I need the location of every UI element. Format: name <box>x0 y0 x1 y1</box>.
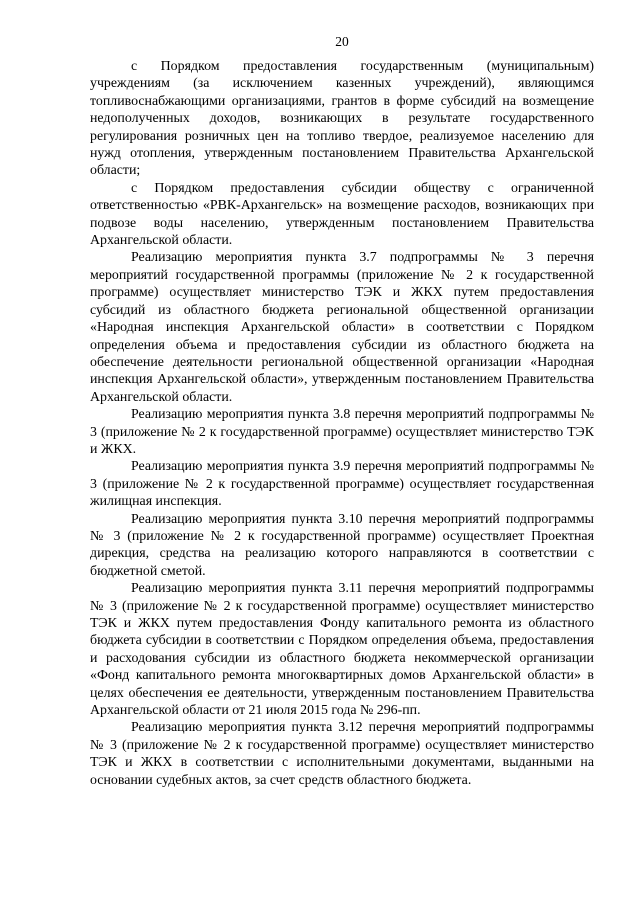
paragraph-item-3-11: Реализацию мероприятия пункта 3.11 перечня мероприятий подпрограммы № 3 (приложение № 2 к государственной программе) осуществляет министерство ТЭК и ЖКХ путем предоставления Фонду капитального ремонта из областного бюджета субсидии в соответствии с Порядком определения объема, предоставления и расходования субсидии из областного бюджета некоммерческой организации «Фонд капитального ремонта многоквартирных домов Архангельской области» в целях обеспечения ее деятельности, утвержденным постановлением Правительства Архангельской области от 21 июля 2015 года № 296-пп. <box>90 581 594 719</box>
paragraph-fuel-grants-procedure: с Порядком предоставления государственным (муниципальным) учреждениям (за исключением казенных учреждений), являющимся топливоснабжающими организациями, грантов в форме субсидий на возмещение недополученных доходов, возникающих в результате государственного регулирования розничных цен на топливо твердое, реализуемое населению для нужд отопления, утвержденным постановлением Правительства Архангельской области; <box>90 59 594 179</box>
document-page <box>90 34 594 874</box>
paragraph-item-3-10: Реализацию мероприятия пункта 3.10 перечня мероприятий подпрограммы № 3 (приложение № 2 к государственной программе) осуществляет Проектная дирекция, средства на реализацию которого направляются в соответствии с бюджетной сметой. <box>90 511 594 579</box>
paragraph-item-3-7: Реализацию мероприятия пункта 3.7 подпрограммы № 3 перечня мероприятий государственной программы (приложение № 2 к государственной программе) осуществляет министерство ТЭК и ЖКХ путем предоставления субсидий из областного бюджета региональной общественной организации «Народная инспекция Архангельской области» в соответствии с Порядком определения объема и предоставления субсидии из областного бюджета на обеспечение деятельности региональной общественной организации «Народная инспекция Архангельской области», утвержденным постановлением Правительства Архангельской области. <box>90 250 594 405</box>
paragraph-item-3-8: Реализацию мероприятия пункта 3.8 перечня мероприятий подпрограммы № 3 (приложение № 2 к государственной программе) осуществляет министерство ТЭК и ЖКХ. <box>90 407 594 457</box>
paragraph-water-delivery-subsidy: с Порядком предоставления субсидии обществу с ограниченной ответственностью «РВК-Архангельск» на возмещение расходов, возникающих при подвозе воды населению, утвержденным постановлением Правительства Архангельской области. <box>90 180 594 249</box>
paragraph-item-3-12: Реализацию мероприятия пункта 3.12 перечня мероприятий подпрограммы № 3 (приложение № 2 к государственной программе) осуществляет министерство ТЭК и ЖКХ в соответствии с исполнительными документами, выданными на основании судебных актов, за счет средств областного бюджета. <box>90 720 594 788</box>
paragraph-item-3-9: Реализацию мероприятия пункта 3.9 перечня мероприятий подпрограммы № 3 (приложение № 2 к государственной программе) осуществляет государственная жилищная инспекция. <box>90 459 594 510</box>
page-number: 20 <box>335 34 349 49</box>
